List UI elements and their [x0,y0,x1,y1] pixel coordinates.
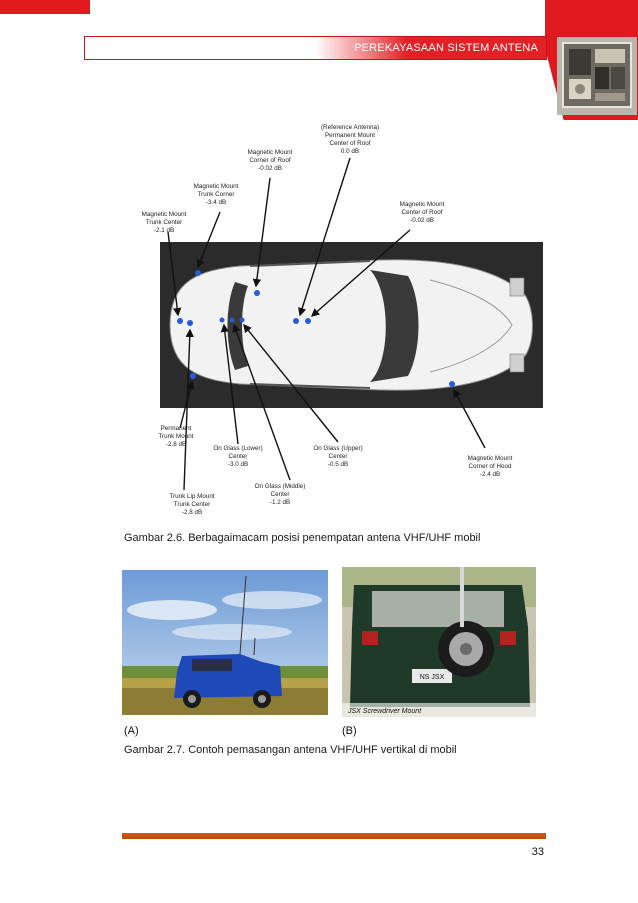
label-mag-corner-hood-db: -2.4 dB [479,471,501,478]
label-mag-corner-hood: Magnetic Mount [467,455,513,462]
label-perm-trunk: Permanent [160,425,192,432]
header-device-photo [557,37,637,115]
label-mag-corner-roof-db: -0.02 dB [258,165,282,172]
label-mag-trunk-center-pos: Trunk Center [145,219,183,226]
label-mag-center-roof-pos: Center of Roof [401,209,443,216]
label-reference-db: 0.0 dB [340,148,360,155]
label-mag-trunk-corner-db: -3.4 dB [205,199,227,206]
label-glass-middle: On Glass (Middle) [254,483,306,490]
header-title: PEREKAYASAAN SISTEM ANTENA [354,42,538,54]
label-glass-lower-pos: Center [228,453,248,460]
footer-rule [122,833,546,839]
figure-2-6-caption: Gambar 2.6. Berbagaimacam posisi penempatan antena VHF/UHF mobil [124,532,481,544]
label-reference-mount: Permanent Mount [324,132,376,139]
figure-2-7-caption: Gambar 2.7. Contoh pemasangan antena VHF/UHF vertikal di mobil [124,744,457,756]
label-perm-trunk-db: -2.8 dB [165,441,187,448]
label-mag-trunk-center-db: -2.1 dB [153,227,175,234]
label-mag-corner-roof-pos: Corner of Roof [249,157,291,164]
header-accent-left [0,0,90,14]
antenna-position-diagram [140,120,544,520]
photo-jeep-antenna [122,570,328,715]
label-trunk-lip-pos: Trunk Center [173,501,211,508]
label-mag-corner-hood-pos: Corner of Hood [468,463,512,470]
figure-2-7-label-b: (B) [342,725,357,737]
label-mag-trunk-corner: Magnetic Mount [193,183,239,190]
label-glass-lower-db: -3.0 dB [227,461,249,468]
label-glass-upper: On Glass (Upper) [313,445,363,452]
label-glass-upper-pos: Center [328,453,348,460]
label-glass-upper-db: -0.5 dB [327,461,349,468]
page-number: 33 [531,846,544,858]
figure-2-7-label-a: (A) [124,725,139,737]
svg-text:NS JSX: NS JSX [419,674,445,681]
label-glass-middle-db: -1.2 dB [269,499,291,506]
figure-2-7-plate-text: JSX Screwdriver Mount [348,708,422,715]
label-mag-trunk-center: Magnetic Mount [141,211,187,218]
label-glass-middle-pos: Center [270,491,290,498]
label-mag-trunk-corner-pos: Trunk Corner [197,191,235,198]
header-bar [84,36,547,60]
label-mag-corner-roof: Magnetic Mount [247,149,293,156]
label-mag-center-roof-db: -0.02 dB [410,217,434,224]
label-reference-title: (Reference Antenna) [320,124,380,131]
label-perm-trunk-pos: Trunk Mount [158,433,194,440]
label-reference-pos: Center of Roof [329,140,371,147]
label-trunk-lip-db: -2.8 dB [181,509,203,516]
label-trunk-lip: Trunk Lip Mount [169,493,215,500]
photo-suv-antenna [342,567,536,717]
label-glass-lower: On Glass (Lower) [213,445,263,452]
label-mag-center-roof: Magnetic Mount [399,201,445,208]
